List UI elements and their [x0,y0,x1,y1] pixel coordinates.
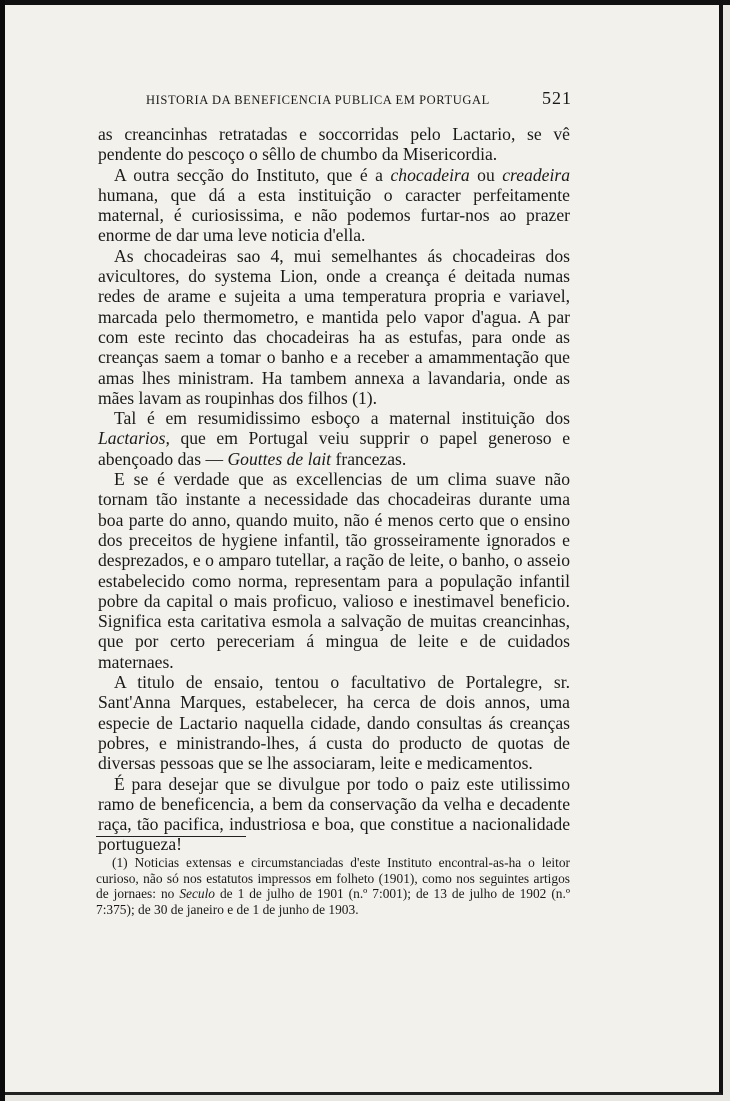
text-run: E se é verdade que as excellencias de um clima suave não tornam tão instante a necessidade das chocadeiras durante uma boa parte do anno, quando muito, não é menos certo que o ensino dos preceitos de hygiene infantil, tão grosseiramente ignorados e desprezados, e o amparo tutellar, a ração de leite, o banho, o asseio estabelecido como norma, representam para a população infantil pobre da capital o mais proficuo, valioso e inestimavel beneficio. Significa esta caritativa esmola a salvação de muitas creancinhas, que por certo pereceriam á mingua de leite e de cuidados maternaes. [98,469,570,672]
paragraph [98,124,570,165]
italic-run: Lactarios, [98,428,170,449]
italic-run: chocadeira [390,164,470,185]
footnote [96,855,570,917]
text-run: As chocadeiras sao 4, mui semelhantes ás chocadeiras dos avicultores, do systema Lion, onde a creança é deitada numas redes de arame e sujeita a uma temperatura propria e variavel, marcada pelo thermometro, e mantida pelo vapor d'agua. A par com este recinto das chocadeiras ha as estufas, para onde as creanças saem a tomar o banho e a receber a amammentação que amas lhes ministram. Ha tambem annexa a lavandaria, onde as mães lavam as roupinhas dos filhos (1). [98,245,570,408]
footnote-paragraph [96,855,570,917]
text-run: ou [469,164,503,185]
text-run: A outra secção do Instituto, que é a [114,164,391,185]
page-number: 521 [542,88,572,108]
text-run: Tal é em resumidissimo esboço a maternal instituição dos [114,408,570,429]
paragraph [98,408,570,469]
paragraph [98,165,570,246]
italic-run: Seculo [179,886,216,902]
paragraph [98,774,570,855]
text-run: É para desejar que se divulgue por todo o paiz este utilissimo ramo de beneficencia, a bem da conservação da velha e decadente raça, tão pacifica, industriosa e boa, que constitue a nacionalidade portugueza! [98,773,570,855]
italic-run: creadeira [502,164,570,185]
paragraph [98,469,570,672]
running-title: HISTORIA DA BENEFICENCIA PUBLICA EM PORTUGAL [146,93,490,107]
text-run: (1) Noticias extensas e circumstanciadas d'este Instituto encontral-as-ha o leitor curioso, não só nos estatutos impressos em folheto (1901), como nos seguintes artigos de jornaes: no [96,855,570,902]
text-run: humana, que dá a esta instituição o caracter perfeitamente maternal, é curiosissima, e não podemos furtar-nos ao prazer enorme de dar uma leve noticia d'ella. [98,184,570,246]
text-run: as creancinhas retratadas e soccorridas pelo Lactario, se vê pendente do pescoço o sêllo de chumbo da Misericordia. [98,124,570,165]
text-run: A titulo de ensaio, tentou o facultativo de Portalegre, sr. Sant'Anna Marques, estabelecer, ha cerca de dois annos, uma especie de Lactario naquella cidade, dando consultas ás creanças pobres, e ministrando-lhes, á custa do producto de quotas de diversas pessoas que se lhe associaram, leite e medicamentos. [98,672,570,774]
text-run: de 1 de julho de 1901 (n.º 7:001); de 13 de julho de 1902 (n.º 7:375); de 30 de janeiro e de 1 de junho de 1903. [96,886,570,917]
text-run: que em Portugal veiu supprir o papel generoso e abençoado das — [98,428,570,469]
italic-run: Gouttes de lait [227,448,332,469]
paragraph [98,246,570,408]
body-text [98,124,570,855]
text-run: francezas. [331,448,407,469]
footnote-rule [96,836,246,837]
running-header [146,88,572,109]
paragraph [98,672,570,773]
